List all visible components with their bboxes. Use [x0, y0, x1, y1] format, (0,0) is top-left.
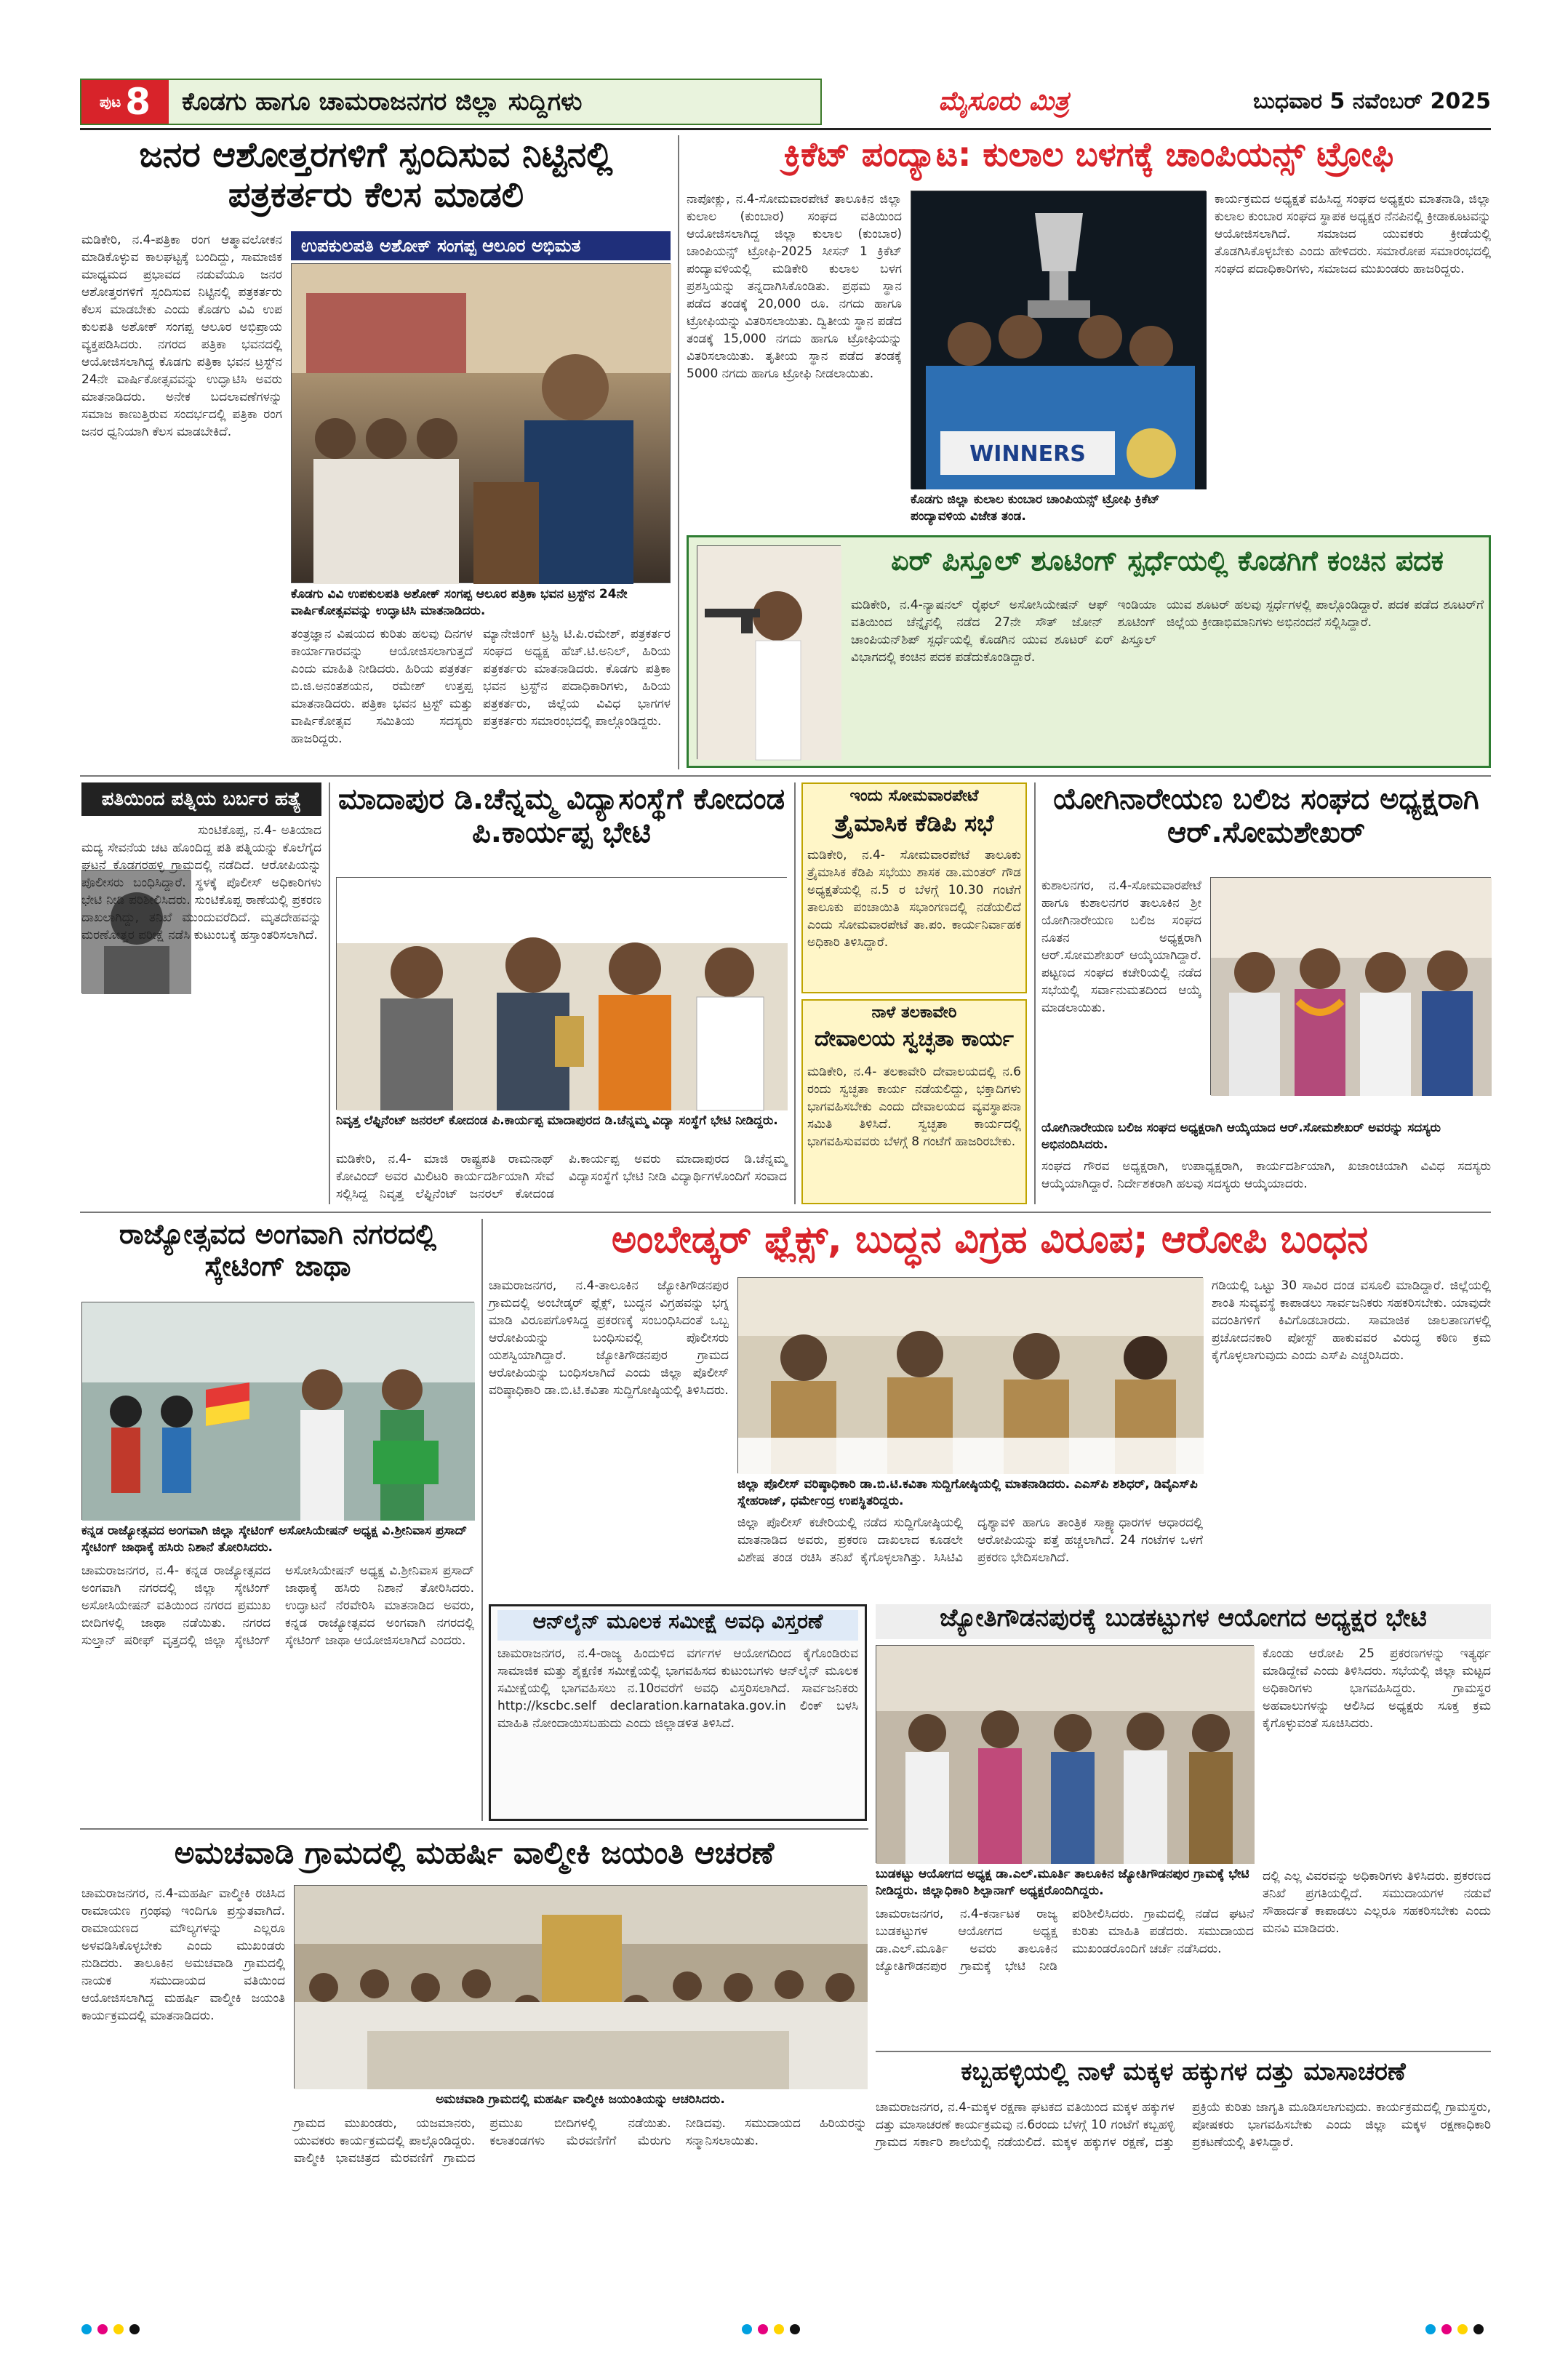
- pistol-headline: ಏರ್ ಪಿಸ್ತೂಲ್ ಶೂಟಿಂಗ್ ಸ್ಪರ್ಧೆಯಲ್ಲಿ ಕೊಡಗಿಗೆ ಕಂಚಿನ ಪದಕ: [891, 545, 1444, 577]
- cricket-headline: ಕ್ರಿಕೆಟ್ ಪಂದ್ಯಾಟ: ಕುಲಾಲ ಬಳಗಕ್ಕೆ ಚಾಂಪಿಯನ್ಸ್ ಟ್ರೋಫಿ: [783, 135, 1394, 174]
- jyothi-headline: ಜ್ಯೋತಿಗೌಡನಪುರಕ್ಕೆ ಬುಡಕಟ್ಟುಗಳ ಆಯೋಗದ ಅಧ್ಯಕ್ಷರ ಭೇಟಿ: [876, 1604, 1491, 1639]
- pistol-photo: [697, 545, 841, 759]
- print-dot: [1457, 2324, 1468, 2334]
- header-rule: [80, 128, 1491, 130]
- yogi-body-col2: ಸಂಘದ ಗೌರವ ಅಧ್ಯಕ್ಷರಾಗಿ, ಉಪಾಧ್ಯಕ್ಷರಾಗಿ, ಕಾರ್ಯದರ್ಶಿಯಾಗಿ, ಖಜಾಂಚಿಯಾಗಿ ವಿವಿಧ ಸದಸ್ಯರು ಆಯ್ಕೆಯಾಗಿದ್ದಾರೆ. ನಿರ್ದೇಶಕರಾಗಿ ಹಲವು ಸದಸ್ಯರು ಆಯ್ಕೆಯಾದರು.: [1041, 1159, 1491, 1191]
- print-marks-center: [742, 2324, 800, 2334]
- journalists-body-col2: ತಂತ್ರಜ್ಞಾನ ವಿಷಯದ ಕುರಿತು ಹಲವು ದಿನಗಳ ಕಾರ್ಯಾಗಾರವನ್ನು ಆಯೋಜಿಸಲಾಗುತ್ತದೆ ಎಂದು ಮಾಹಿತಿ ನೀಡಿದರು. ಹಿರಿಯ ಪತ್ರಕರ್ತ ಬಿ.ಜಿ.ಅನಂತಶಯನ, ರಮೇಶ್ ಉತ್ತಪ್ಪ ಮಾತನಾಡಿದರು. ಪತ್ರಿಕಾ ಭವನ ಟ್ರಸ್ಟ್ ಮತ್ತು ವಾರ್ಷಿಕೋತ್ಸವ ಸಮಿತಿಯ ಸದಸ್ಯರು ಹಾಜರಿದ್ದರು.: [291, 627, 473, 746]
- skating-photo-art: [82, 1302, 475, 1521]
- ambedkar-caption: ಜಿಲ್ಲಾ ಪೊಲೀಸ್ ವರಿಷ್ಠಾಧಿಕಾರಿ ಡಾ.ಬಿ.ಟಿ.ಕವಿತಾ ಸುದ್ದಿಗೋಷ್ಠಿಯಲ್ಲಿ ಮಾತನಾಡಿದರು. ಎಎಸ್‌ಪಿ ಶಶಿಧರ್, ಡಿವೈಎಸ್‌ಪಿ ಸ್ನೇಹರಾಜ್, ಧರ್ಮೇಂದ್ರ ಉಪಸ್ಥಿತರಿದ್ದರು.: [737, 1477, 1198, 1508]
- print-dot: [113, 2324, 124, 2334]
- jyothi-body-col3: ದಲ್ಲಿ ಎಲ್ಲ ವಿವರವನ್ನು ಅಧಿಕಾರಿಗಳು ತಿಳಿಸಿದರು. ಪ್ರಕರಣದ ತನಿಖೆ ಪ್ರಗತಿಯಲ್ಲಿದೆ. ಸಮುದಾಯಗಳ ನಡುವೆ ಸೌಹಾರ್ದತೆ ಕಾಪಾಡಲು ಎಲ್ಲರೂ ಸಹಕರಿಸಬೇಕು ಎಂದು ಮನವಿ ಮಾಡಿದರು.: [1263, 1869, 1491, 1936]
- jyothi-caption: ಬುಡಕಟ್ಟು ಆಯೋಗದ ಅಧ್ಯಕ್ಷ ಡಾ.ಎಲ್.ಮೂರ್ತಿ ತಾಲೂಕಿನ ಜ್ಯೋತಿಗೌಡನಪುರ ಗ್ರಾಮಕ್ಕೆ ಭೇಟಿ ನೀಡಿದ್ದರು. ಜಿಲ್ಲಾಧಿಕಾರಿ ಶಿಲ್ಪಾನಾಗ್ ಅಧ್ಯಕ್ಷರೊಂದಿಗಿದ್ದರು.: [876, 1867, 1249, 1898]
- kdp-kicker: ಇಂದು ಸೋಮವಾರಪೇಟೆ: [849, 787, 979, 805]
- column-divider: [678, 135, 679, 769]
- print-dot: [790, 2324, 800, 2334]
- issue-date: ಬುಧವಾರ 5 ನವೆಂಬರ್ 2025: [1253, 89, 1491, 114]
- journalists-tag: ಉಪಕುಲಪತಿ ಅಶೋಕ್ ಸಂಗಪ್ಪ ಆಲೂರ ಅಭಿಮತ: [291, 231, 671, 260]
- print-dot: [1473, 2324, 1484, 2334]
- school-caption: ನಿವೃತ್ತ ಲೆಫ್ಟಿನೆಂಟ್ ಜನರಲ್ ಕೋದಂಡ ಪಿ.ಕಾರ್ಯಪ್ಪ ಮಾದಾಪುರದ ಡಿ.ಚೆನ್ನಮ್ಮ ವಿದ್ಯಾ ಸಂಸ್ಥೆಗೆ ಭೇಟಿ ನೀಡಿದ್ದರು.: [336, 1113, 778, 1128]
- journalists-body-col1: ಮಡಿಕೇರಿ, ನ.4-ಪತ್ರಿಕಾ ರಂಗ ಆತ್ಮಾವಲೋಕನ ಮಾಡಿಕೊಳ್ಳುವ ಕಾಲಘಟ್ಟಕ್ಕೆ ಬಂದಿದ್ದು, ಸಾಮಾಜಿಕ ಮಾಧ್ಯಮದ ಪ್ರಭಾವದ ನಡುವೆಯೂ ಜನರ ಆಶೋತ್ತರಗಳಿಗೆ ಸ್ಪಂದಿಸುವ ನಿಟ್ಟಿನಲ್ಲಿ ಪತ್ರಕರ್ತರು ಕೆಲಸ ಮಾಡಬೇಕು ಎಂದು ಕೊಡಗು ವಿವಿ ಉಪ ಕುಲಪತಿ ಅಶೋಕ್ ಸಂಗಪ್ಪ ಆಲೂರ ಅಭಿಪ್ರಾಯ ವ್ಯಕ್ತಪಡಿಸಿದರು. ನಗರದ ಪತ್ರಿಕಾ ಭವನದಲ್ಲಿ ಆಯೋಜಿಸಲಾಗಿದ್ದ ಕೊಡಗು ಪತ್ರಿಕಾ ಭವನ ಟ್ರಸ್ಟ್‌ನ 24ನೇ ವಾರ್ಷಿಕೋತ್ಸವವನ್ನು ಉದ್ಘಾಟಿಸಿ ಅವರು ಮಾತನಾಡಿದರು. ಅನೇಕ ಬದಲಾವಣೆಗಳನ್ನು ಸಮಾಜ ಕಾಣುತ್ತಿರುವ ಸಂದರ್ಭದಲ್ಲಿ ಪತ್ರಿಕಾ ರಂಗ ಜನರ ಧ್ವನಿಯಾಗಿ ಕೆಲಸ ಮಾಡಬೇಕಿದೆ.: [81, 233, 282, 439]
- pistol-body-col2: ಯುವ ಶೂಟರ್ ಹಲವು ಸ್ಪರ್ಧೆಗಳಲ್ಲಿ ಪಾಲ್ಗೊಂಡಿದ್ದಾರೆ. ಪದಕ ಪಡೆದ ಶೂಟರ್‌ಗೆ ಜಿಲ್ಲೆಯ ಕ್ರೀಡಾಭಿಮಾನಿಗಳು ಅಭಿನಂದನೆ ಸಲ್ಲಿಸಿದ್ದಾರೆ.: [1167, 598, 1484, 630]
- row-divider: [80, 1212, 1491, 1213]
- jyothi-photo-art: [876, 1646, 1255, 1864]
- yogi-photo: [1210, 877, 1491, 1095]
- ambedkar-photo: [737, 1277, 1203, 1473]
- valmiki-headline: ಅಮಚವಾಡಿ ಗ್ರಾಮದಲ್ಲಿ ಮಹರ್ಷಿ ವಾಲ್ಮೀಕಿ ಜಯಂತಿ ಆಚರಣೆ: [174, 1835, 775, 1870]
- skating-body: ಚಾಮರಾಜನಗರ, ನ.4- ಕನ್ನಡ ರಾಜ್ಯೋತ್ಸವದ ಅಂಗವಾಗಿ ನಗರದಲ್ಲಿ ಜಿಲ್ಲಾ ಸ್ಕೇಟಿಂಗ್ ಅಸೋಸಿಯೇಷನ್ ವತಿಯಿಂದ ನಗರದ ಪ್ರಮುಖ ಬೀದಿಗಳಲ್ಲಿ ಜಾಥಾ ನಡೆಯಿತು. ನಗರದ ಸುಲ್ತಾನ್ ಷರೀಫ್ ವೃತ್ತದಲ್ಲಿ ಜಿಲ್ಲಾ ಸ್ಕೇಟಿಂಗ್ ಅಸೋಸಿಯೇಷನ್ ಅಧ್ಯಕ್ಷ ವಿ.ಶ್ರೀನಿವಾಸ ಪ್ರಸಾದ್ ಜಾಥಾಕ್ಕೆ ಹಸಿರು ನಿಶಾನೆ ತೋರಿಸಿದರು. ಉದ್ಘಾಟನೆ ನೆರವೇರಿಸಿ ಮಾತನಾಡಿದ ಅವರು, ಕನ್ನಡ ರಾಜ್ಯೋತ್ಸವದ ಅಂಗವಾಗಿ ನಗರದಲ್ಲಿ ಸ್ಕೇಟಿಂಗ್ ಜಾಥಾ ಆಯೋಜಿಸಲಾಗಿದೆ ಎಂದರು.: [81, 1564, 474, 1648]
- page-word: ಪುಟ: [99, 93, 121, 111]
- talakaveri-headline: ದೇವಾಲಯ ಸ್ವಚ್ಛತಾ ಕಾರ್ಯ: [815, 1026, 1014, 1052]
- row-divider: [876, 2051, 1491, 2052]
- column-divider: [481, 1219, 483, 1821]
- school-body: ಮಡಿಕೇರಿ, ನ.4- ಮಾಜಿ ರಾಷ್ಟ್ರಪತಿ ರಾಮನಾಥ್ ಕೋವಿಂದ್ ಅವರ ಮಿಲಿಟರಿ ಕಾರ್ಯದರ್ಶಿಯಾಗಿ ಸೇವೆ ಸಲ್ಲಿಸಿದ್ದ ನಿವೃತ್ತ ಲೆಫ್ಟಿನೆಂಟ್ ಜನರಲ್ ಕೋದಂಡ ಪಿ.ಕಾರ್ಯಪ್ಪ ಅವರು ಮಾದಾಪುರದ ಡಿ.ಚೆನ್ನಮ್ಮ ವಿದ್ಯಾಸಂಸ್ಥೆಗೆ ಭೇಟಿ ನೀಡಿ ವಿದ್ಯಾರ್ಥಿಗಳೊಂದಿಗೆ ಸಂವಾದ: [336, 1152, 787, 1201]
- yogi-caption: ಯೋಗಿನಾರೇಯಣ ಬಲಿಜ ಸಂಘದ ಅಧ್ಯಕ್ಷರಾಗಿ ಆಯ್ಕೆಯಾದ ಆರ್.ಸೋಮಶೇಖರ್ ಅವರನ್ನು ಸದಸ್ಯರು ಅಭಿನಂದಿಸಿದರು.: [1041, 1121, 1441, 1152]
- row-divider: [80, 1828, 868, 1830]
- pistol-body-col1: ಮಡಿಕೇರಿ, ನ.4-ನ್ಯಾಷನಲ್ ರೈಫಲ್ ಅಸೋಸಿಯೇಷನ್ ಆಫ್ ಇಂಡಿಯಾ ವತಿಯಿಂದ ಚೆನ್ನೈನಲ್ಲಿ ನಡೆದ 27ನೇ ಸೌತ್ ಜೋನ್ ಶೂಟಿಂಗ್ ಚಾಂಪಿಯನ್‌ಶಿಪ್ ಸ್ಪರ್ಧೆಯಲ್ಲಿ ಕೊಡಗಿನ ಯುವ ಶೂಟರ್ ಏರ್ ಪಿಸ್ತೂಲ್ ವಿಭಾಗದಲ್ಲಿ ಕಂಚಿನ ಪದಕ ಪಡೆದುಕೊಂಡಿದ್ದಾರೆ.: [851, 598, 1156, 665]
- cricket-body-col2: ಕಾರ್ಯಕ್ರಮದ ಅಧ್ಯಕ್ಷತೆ ವಹಿಸಿದ್ದ ಸಂಘದ ಅಧ್ಯಕ್ಷರು ಮಾತನಾಡಿ, ಜಿಲ್ಲಾ ಕುಲಾಲ ಕುಂಬಾರ ಸಂಘದ ಸ್ಥಾಪಕ ಅಧ್ಯಕ್ಷರ ನೆನಪಿನಲ್ಲಿ ಕ್ರೀಡಾಕೂಟವನ್ನು ಆಯೋಜಿಸಲಾಗಿದೆ. ಸಮಾಜದ ಯುವಕರು ಕ್ರೀಡೆಯಲ್ಲಿ ತೊಡಗಿಸಿಕೊಳ್ಳಬೇಕು ಎಂದು ಹೇಳಿದರು. ಸಮಾರೋಪ ಸಮಾರಂಭದಲ್ಲಿ ಸಂಘದ ಪದಾಧಿಕಾರಿಗಳು, ಸಮಾಜದ ಮುಖಂಡರು ಹಾಜರಿದ್ದರು.: [1215, 192, 1491, 276]
- cricket-caption: ಕೊಡಗು ಜಿಲ್ಲಾ ಕುಲಾಲ ಕುಂಬಾರ ಚಾಂಪಿಯನ್ಸ್ ಟ್ರೋಫಿ ಕ್ರಿಕೆಟ್ ಪಂದ್ಯಾವಳಿಯ ವಿಜೇತ ತಂಡ.: [911, 492, 1160, 524]
- row-divider: [80, 775, 1491, 777]
- ambedkar-body-col1: ಚಾಮರಾಜನಗರ, ನ.4-ತಾಲೂಕಿನ ಜ್ಯೋತಿಗೌಡನಪುರ ಗ್ರಾಮದಲ್ಲಿ ಅಂಬೇಡ್ಕರ್ ಫ್ಲೆಕ್ಸ್, ಬುದ್ಧನ ವಿಗ್ರಹವನ್ನು ಭಗ್ನ ಮಾಡಿ ವಿರೂಪಗೊಳಿಸಿದ್ದ ಪ್ರಕರಣಕ್ಕೆ ಸಂಬಂಧಿಸಿದಂತೆ ಒಬ್ಬ ಆರೋಪಿಯನ್ನು ಬಂಧಿಸುವಲ್ಲಿ ಪೊಲೀಸರು ಯಶಸ್ವಿಯಾಗಿದ್ದಾರೆ. ಜ್ಯೋತಿಗೌಡನಪುರ ಗ್ರಾಮದ ಆರೋಪಿಯನ್ನು ಬಂಧಿಸಲಾಗಿದೆ ಎಂದು ಜಿಲ್ಲಾ ಪೊಲೀಸ್ ವರಿಷ್ಠಾಧಿಕಾರಿ ಡಾ.ಬಿ.ಟಿ.ಕವಿತಾ ಸುದ್ದಿಗೋಷ್ಠಿಯಲ್ಲಿ ತಿಳಿಸಿದರು.: [489, 1278, 729, 1398]
- barbara-title: ಪತಿಯಿಂದ ಪತ್ನಿಯ ಬರ್ಬರ ಹತ್ಯೆ: [81, 782, 321, 816]
- print-dot: [774, 2324, 784, 2334]
- pistol-photo-art: [697, 546, 841, 760]
- yogi-photo-art: [1211, 878, 1492, 1096]
- talakaveri-kicker: ನಾಳೆ ತಲಕಾವೇರಿ: [871, 1004, 957, 1022]
- column-divider: [329, 782, 330, 1204]
- ambedkar-body-col3: ಗಡಿಯಲ್ಲಿ ಒಟ್ಟು 30 ಸಾವಿರ ದಂಡ ವಸೂಲಿ ಮಾಡಿದ್ದಾರೆ. ಜಿಲ್ಲೆಯಲ್ಲಿ ಶಾಂತಿ ಸುವ್ಯವಸ್ಥೆ ಕಾಪಾಡಲು ಸಾರ್ವಜನಿಕರು ಸಹಕರಿಸಬೇಕು. ಯಾವುದೇ ವದಂತಿಗಳಿಗೆ ಕಿವಿಗೊಡಬಾರದು. ಸಾಮಾಜಿಕ ಜಾಲತಾಣಗಳಲ್ಲಿ ಪ್ರಚೋದನಕಾರಿ ಪೋಸ್ಟ್ ಹಾಕುವವರ ವಿರುದ್ಧ ಕಠಿಣ ಕ್ರಮ ಕೈಗೊಳ್ಳಲಾಗುವುದು ಎಂದು ಎಸ್‌ಪಿ ಎಚ್ಚರಿಸಿದರು.: [1212, 1278, 1491, 1363]
- ambedkar-photo-art: [738, 1278, 1204, 1474]
- skating-photo: [81, 1302, 474, 1520]
- school-photo: [336, 877, 787, 1110]
- print-dot: [1425, 2324, 1436, 2334]
- children-body: ಚಾಮರಾಜನಗರ, ನ.4-ಮಕ್ಕಳ ರಕ್ಷಣಾ ಘಟಕದ ವತಿಯಿಂದ ಮಕ್ಕಳ ಹಕ್ಕುಗಳ ದತ್ತು ಮಾಸಾಚರಣೆ ಕಾರ್ಯಕ್ರಮವು ನ.6ರಂದು ಬೆಳಗ್ಗೆ 10 ಗಂಟೆಗೆ ಕಬ್ಬಹಳ್ಳಿ ಗ್ರಾಮದ ಸರ್ಕಾರಿ ಶಾಲೆಯಲ್ಲಿ ನಡೆಯಲಿದೆ. ಮಕ್ಕಳ ಹಕ್ಕುಗಳ ರಕ್ಷಣೆ, ದತ್ತು ಪ್ರಕ್ರಿಯೆ ಕುರಿತು ಜಾಗೃತಿ ಮೂಡಿಸಲಾಗುವುದು. ಕಾರ್ಯಕ್ರಮದಲ್ಲಿ ಗ್ರಾಮಸ್ಥರು, ಪೋಷಕರು ಭಾಗವಹಿಸಬೇಕು ಎಂದು ಜಿಲ್ಲಾ ಮಕ್ಕಳ ರಕ್ಷಣಾಧಿಕಾರಿ ಪ್ರಕಟಣೆಯಲ್ಲಿ ತಿಳಿಸಿದ್ದಾರೆ.: [876, 2100, 1491, 2150]
- print-marks-left: [81, 2324, 140, 2334]
- online-headline: ಆನ್‌ಲೈನ್ ಮೂಲಕ ಸಮೀಕ್ಷೆ ಅವಧಿ ವಿಸ್ತರಣೆ: [497, 1610, 858, 1641]
- jyothi-body-col2: ಚಾಮರಾಜನಗರ, ನ.4-ಕರ್ನಾಟಕ ರಾಜ್ಯ ಬುಡಕಟ್ಟುಗಳ ಆಯೋಗದ ಅಧ್ಯಕ್ಷ ಡಾ.ಎಲ್.ಮೂರ್ತಿ ಅವರು ತಾಲೂಕಿನ ಜ್ಯೋತಿಗೌಡನಪುರ ಗ್ರಾಮಕ್ಕೆ ಭೇಟಿ ನೀಡಿ ಪರಿಶೀಲಿಸಿದರು. ಗ್ರಾಮದಲ್ಲಿ ನಡೆದ ಘಟನೆ ಕುರಿತು ಮಾಹಿತಿ ಪಡೆದರು. ಸಮುದಾಯದ ಮುಖಂಡರೊಂದಿಗೆ ಚರ್ಚೆ ನಡೆಸಿದರು.: [876, 1907, 1254, 1974]
- masthead: ಮೈಸೂರು ಮಿತ್ರ: [938, 87, 1069, 116]
- talakaveri-body: ಮಡಿಕೇರಿ, ನ.4- ತಲಕಾವೇರಿ ದೇವಾಲಯದಲ್ಲಿ ನ.6 ರಂದು ಸ್ವಚ್ಛತಾ ಕಾರ್ಯ ನಡೆಯಲಿದ್ದು, ಭಕ್ತಾದಿಗಳು ಭಾಗವಹಿಸಬೇಕು ಎಂದು ದೇವಾಲಯದ ವ್ಯವಸ್ಥಾಪನಾ ಸಮಿತಿ ತಿಳಿಸಿದೆ. ಸ್ವಚ್ಛತಾ ಕಾರ್ಯದಲ್ಲಿ ಭಾಗವಹಿಸುವವರು ಬೆಳಗ್ಗೆ 8 ಗಂಟೆಗೆ ಹಾಜರಿರಬೇಕು.: [807, 1065, 1021, 1149]
- school-headline: ಮಾದಾಪುರ ಡಿ.ಚೆನ್ನಮ್ಮ ವಿದ್ಯಾಸಂಸ್ಥೆಗೆ ಕೋದಂಡ ಪಿ.ಕಾರ್ಯಪ್ಪ ಭೇಟಿ: [337, 782, 785, 849]
- valmiki-body-col1: ಚಾಮರಾಜನಗರ, ನ.4-ಮಹರ್ಷಿ ವಾಲ್ಮೀಕಿ ರಚಿಸಿದ ರಾಮಾಯಣ ಗ್ರಂಥವು ಇಂದಿಗೂ ಪ್ರಸ್ತುತವಾಗಿದೆ. ರಾಮಾಯಣದ ಮೌಲ್ಯಗಳನ್ನು ಎಲ್ಲರೂ ಅಳವಡಿಸಿಕೊಳ್ಳಬೇಕು ಎಂದು ಮುಖಂಡರು ನುಡಿದರು. ತಾಲೂಕಿನ ಅಮಚವಾಡಿ ಗ್ರಾಮದಲ್ಲಿ ನಾಯಕ ಸಮುದಾಯದ ವತಿಯಿಂದ ಆಯೋಜಿಸಲಾಗಿದ್ದ ಮಹರ್ಷಿ ವಾಲ್ಮೀಕಿ ಜಯಂತಿ ಕಾರ್ಯಕ್ರಮದಲ್ಲಿ ಮಾತನಾಡಿದರು.: [81, 1886, 285, 2023]
- valmiki-body-col2: ಗ್ರಾಮದ ಮುಖಂಡರು, ಯಜಮಾನರು, ಯುವಕರು ಕಾರ್ಯಕ್ರಮದಲ್ಲಿ ಪಾಲ್ಗೊಂಡಿದ್ದರು. ವಾಲ್ಮೀಕಿ ಭಾವಚಿತ್ರದ ಮೆರವಣಿಗೆ ಗ್ರಾಮದ ಪ್ರಮುಖ ಬೀದಿಗಳಲ್ಲಿ ನಡೆಯಿತು. ಕಲಾತಂಡಗಳು ಮೆರವಣಿಗೆಗೆ ಮೆರುಗು ನೀಡಿದವು. ಸಮುದಾಯದ ಹಿರಿಯರನ್ನು ಸನ್ಮಾನಿಸಲಾಯಿತು.: [294, 2116, 867, 2166]
- section-title: ಕೊಡಗು ಹಾಗೂ ಚಾಮರಾಜನಗರ ಜಿಲ್ಲಾ ಸುದ್ದಿಗಳು: [182, 87, 583, 116]
- skating-headline: ರಾಜ್ಯೋತ್ಸವದ ಅಂಗವಾಗಿ ನಗರದಲ್ಲಿ ಸ್ಕೇಟಿಂಗ್ ಜಾಥಾ: [119, 1218, 437, 1282]
- print-dot: [1441, 2324, 1452, 2334]
- print-dot: [97, 2324, 108, 2334]
- print-marks-right: [1425, 2324, 1484, 2334]
- school-photo-art: [337, 878, 788, 1110]
- print-dot: [758, 2324, 768, 2334]
- cricket-photo: [911, 191, 1206, 489]
- barbara-body: ಸುಂಟಿಕೊಪ್ಪ, ನ.4- ಅತಿಯಾದ ಮದ್ಯ ಸೇವನೆಯ ಚಟ ಹೊಂದಿದ್ದ ಪತಿ ಪತ್ನಿಯನ್ನು ಕೊಲೆಗೈದ ಘಟನೆ ಕೊಡಗರಹಳ್ಳಿ ಗ್ರಾಮದಲ್ಲಿ ನಡೆದಿದೆ. ಆರೋಪಿಯನ್ನು ಪೊಲೀಸರು ಬಂಧಿಸಿದ್ದಾರೆ. ಸ್ಥಳಕ್ಕೆ ಪೊಲೀಸ್ ಅಧಿಕಾರಿಗಳು ಭೇಟಿ ನೀಡಿ ಪರಿಶೀಲಿಸಿದರು. ಸುಂಟಿಕೊಪ್ಪ ಠಾಣೆಯಲ್ಲಿ ಪ್ರಕರಣ ದಾಖಲಾಗಿದ್ದು, ತನಿಖೆ ಮುಂದುವರೆದಿದೆ. ಮೃತದೇಹವನ್ನು ಮರಣೋತ್ತರ ಪರೀಕ್ಷೆ ನಡೆಸಿ ಕುಟುಂಬಕ್ಕೆ ಹಸ್ತಾಂತರಿಸಲಾಗಿದೆ.: [81, 823, 321, 942]
- valmiki-photo: [294, 1885, 867, 2089]
- kdp-body: ಮಡಿಕೇರಿ, ನ.4- ಸೋಮವಾರಪೇಟೆ ತಾಲೂಕು ತ್ರೈಮಾಸಿಕ ಕೆಡಿಪಿ ಸಭೆಯು ಶಾಸಕ ಡಾ.ಮಂತರ್ ಗೌಡ ಅಧ್ಯಕ್ಷತೆಯಲ್ಲಿ ನ.5 ರ ಬೆಳಗ್ಗೆ 10.30 ಗಂಟೆಗೆ ತಾಲೂಕು ಪಂಚಾಯಿತಿ ಸಭಾಂಗಣದಲ್ಲಿ ನಡೆಯಲಿದೆ ಎಂದು ಸೋಮವಾರಪೇಟೆ ತಾ.ಪಂ. ಕಾರ್ಯನಿರ್ವಾಹಕ ಅಧಿಕಾರಿ ತಿಳಿಸಿದ್ದಾರೆ.: [807, 848, 1021, 950]
- journalists-photo-art: [292, 264, 671, 584]
- print-dot: [742, 2324, 752, 2334]
- journalists-headline: ಜನರ ಆಶೋತ್ತರಗಳಿಗೆ ಸ್ಪಂದಿಸುವ ನಿಟ್ಟಿನಲ್ಲಿ ಪತ್ರಕರ್ತರು ಕೆಲಸ ಮಾಡಲಿ: [139, 135, 613, 216]
- journalists-body-col3: ಮ್ಯಾನೇಜಿಂಗ್ ಟ್ರಸ್ಟಿ ಟಿ.ಪಿ.ರಮೇಶ್, ಪತ್ರಕರ್ತರ ಸಂಘದ ಅಧ್ಯಕ್ಷ ಹೆಚ್.ಟಿ.ಅನಿಲ್, ಹಿರಿಯ ಪತ್ರಕರ್ತರು ಮಾತನಾಡಿದರು. ಕೊಡಗು ಪತ್ರಿಕಾ ಭವನ ಟ್ರಸ್ಟ್‌ನ ಪದಾಧಿಕಾರಿಗಳು, ಹಿರಿಯ ಪತ್ರಕರ್ತರು, ಜಿಲ್ಲೆಯ ವಿವಿಧ ಭಾಗಗಳ ಪತ್ರಕರ್ತರು ಸಮಾರಂಭದಲ್ಲಿ ಪಾಲ್ಗೊಂಡಿದ್ದರು.: [483, 627, 671, 729]
- jyothi-photo: [876, 1645, 1254, 1863]
- kdp-headline: ತ್ರೈಮಾಸಿಕ ಕೆಡಿಪಿ ಸಭೆ: [834, 809, 994, 837]
- cricket-banner-text: WINNERS: [969, 441, 1086, 467]
- journalists-photo: [291, 263, 671, 583]
- cricket-body-col1: ನಾಪೋಕ್ಲು, ನ.4-ಸೋಮವಾರಪೇಟೆ ತಾಲೂಕಿನ ಜಿಲ್ಲಾ ಕುಲಾಲ (ಕುಂಬಾರ) ಸಂಘದ ವತಿಯಿಂದ ಆಯೋಜಿಸಲಾಗಿದ್ದ ಜಿಲ್ಲಾ ಕುಲಾಲ (ಕುಂಬಾರ) ಚಾಂಪಿಯನ್ಸ್ ಟ್ರೋಫಿ-2025 ಸೀಸನ್ 1 ಕ್ರಿಕೆಟ್ ಪಂದ್ಯಾವಳಿಯಲ್ಲಿ ಮಡಿಕೇರಿ ಕುಲಾಲ ಬಳಗ ಪ್ರಶಸ್ತಿಯನ್ನು ತನ್ನದಾಗಿಸಿಕೊಂಡಿತು. ಪ್ರಥಮ ಸ್ಥಾನ ಪಡೆದ ತಂಡಕ್ಕೆ 20,000 ರೂ. ನಗದು ಹಾಗೂ ಟ್ರೋಫಿಯನ್ನು ವಿತರಿಸಲಾಯಿತು. ದ್ವಿತೀಯ ಸ್ಥಾನ ಪಡೆದ ತಂಡಕ್ಕೆ 15,000 ನಗದು ಹಾಗೂ ಟ್ರೋಫಿಯನ್ನು ವಿತರಿಸಲಾಯಿತು. ತೃತೀಯ ಸ್ಥಾನ ಪಡೆದ ತಂಡಕ್ಕೆ 5000 ನಗದು ಹಾಗೂ ಟ್ರೋಫಿ ನೀಡಲಾಯಿತು.: [687, 192, 902, 381]
- jyothi-body-col1: ಕೊಂಡು ಆರೋಪಿ 25 ಪ್ರಕರಣಗಳನ್ನು ಇತ್ಯರ್ಥ ಮಾಡಿದ್ದೇವೆ ಎಂದು ತಿಳಿಸಿದರು. ಸಭೆಯಲ್ಲಿ ಜಿಲ್ಲಾ ಮಟ್ಟದ ಅಧಿಕಾರಿಗಳು ಭಾಗವಹಿಸಿದ್ದರು. ಗ್ರಾಮಸ್ಥರ ಅಹವಾಲುಗಳನ್ನು ಆಲಿಸಿದ ಅಧ್ಯಕ್ಷರು ಸೂಕ್ತ ಕ್ರಮ ಕೈಗೊಳ್ಳುವಂತೆ ಸೂಚಿಸಿದರು.: [1263, 1646, 1491, 1731]
- journalists-caption: ಕೊಡಗು ವಿವಿ ಉಪಕುಲಪತಿ ಅಶೋಕ್ ಸಂಗಪ್ಪ ಆಲೂರ ಪತ್ರಿಕಾ ಭವನ ಟ್ರಸ್ಟ್‌ನ 24ನೇ ವಾರ್ಷಿಕೋತ್ಸವವನ್ನು ಉದ್ಘಾಟಿಸಿ ಮಾತನಾಡಿದರು.: [291, 587, 628, 618]
- children-headline: ಕಬ್ಬಹಳ್ಳಿಯಲ್ಲಿ ನಾಳೆ ಮಕ್ಕಳ ಹಕ್ಕುಗಳ ದತ್ತು ಮಾಸಾಚರಣೆ: [961, 2057, 1406, 2086]
- online-body: ಚಾಮರಾಜನಗರ, ನ.4-ರಾಜ್ಯ ಹಿಂದುಳಿದ ವರ್ಗಗಳ ಆಯೋಗದಿಂದ ಕೈಗೊಂಡಿರುವ ಸಾಮಾಜಿಕ ಮತ್ತು ಶೈಕ್ಷಣಿಕ ಸಮೀಕ್ಷೆಯಲ್ಲಿ ಭಾಗವಹಿಸದ ಕುಟುಂಬಗಳು ಆನ್‌ಲೈನ್ ಮೂಲಕ ಸಮೀಕ್ಷೆಯಲ್ಲಿ ಭಾಗವಹಿಸಲು ನ.10ರವರೆಗೆ ಅವಧಿ ವಿಸ್ತರಿಸಲಾಗಿದೆ. ಸಾರ್ವಜನಿಕರು http://kscbc.self declaration.karnataka.gov.in ಲಿಂಕ್ ಬಳಸಿ ಮಾಹಿತಿ ನೋಂದಾಯಿಸಬಹುದು ಎಂದು ಜಿಲ್ಲಾಡಳಿತ ತಿಳಿಸಿದೆ.: [497, 1646, 858, 1731]
- print-dot: [129, 2324, 140, 2334]
- page-number-box: [81, 80, 169, 124]
- valmiki-caption: ಅಮಚವಾಡಿ ಗ್ರಾಮದಲ್ಲಿ ಮಹರ್ಷಿ ವಾಲ್ಮೀಕಿ ಜಯಂತಿಯನ್ನು ಆಚರಿಸಿದರು.: [436, 2092, 725, 2107]
- page-number: 8: [125, 81, 151, 123]
- skating-caption: ಕನ್ನಡ ರಾಜ್ಯೋತ್ಸವದ ಅಂಗವಾಗಿ ಜಿಲ್ಲಾ ಸ್ಕೇಟಿಂಗ್ ಅಸೋಸಿಯೇಷನ್ ಅಧ್ಯಕ್ಷ ವಿ.ಶ್ರೀನಿವಾಸ ಪ್ರಸಾದ್ ಸ್ಕೇಟಿಂಗ್ ಜಾಥಾಕ್ಕೆ ಹಸಿರು ನಿಶಾನೆ ತೋರಿಸಿದರು.: [81, 1524, 468, 1555]
- column-divider: [1034, 782, 1036, 1204]
- yogi-body-col1: ಕುಶಾಲನಗರ, ನ.4-ಸೋಮವಾರಪೇಟೆ ಹಾಗೂ ಕುಶಾಲನಗರ ತಾಲೂಕಿನ ಶ್ರೀ ಯೋಗಿನಾರೇಯಣ ಬಲಿಜ ಸಂಘದ ನೂತನ ಅಧ್ಯಕ್ಷರಾಗಿ ಆರ್.ಸೋಮಶೇಖರ್ ಆಯ್ಕೆಯಾಗಿದ್ದಾರೆ. ಪಟ್ಟಣದ ಸಂಘದ ಕಚೇರಿಯಲ್ಲಿ ನಡೆದ ಸಭೆಯಲ್ಲಿ ಸರ್ವಾನುಮತದಿಂದ ಆಯ್ಕೆ ಮಾಡಲಾಯಿತು.: [1041, 878, 1201, 1015]
- print-dot: [81, 2324, 92, 2334]
- valmiki-photo-art: [295, 1886, 868, 2089]
- column-divider: [794, 782, 796, 1204]
- ambedkar-body-col2: ಜಿಲ್ಲಾ ಪೊಲೀಸ್ ಕಚೇರಿಯಲ್ಲಿ ನಡೆದ ಸುದ್ದಿಗೋಷ್ಠಿಯಲ್ಲಿ ಮಾತನಾಡಿದ ಅವರು, ಪ್ರಕರಣ ದಾಖಲಾದ ಕೂಡಲೇ ವಿಶೇಷ ತಂಡ ರಚಿಸಿ ತನಿಖೆ ಕೈಗೊಳ್ಳಲಾಗಿತ್ತು. ಸಿಸಿಟಿವಿ ದೃಶ್ಯಾವಳಿ ಹಾಗೂ ತಾಂತ್ರಿಕ ಸಾಕ್ಷ್ಯಾಧಾರಗಳ ಆಧಾರದಲ್ಲಿ ಆರೋಪಿಯನ್ನು ಪತ್ತೆ ಹಚ್ಚಲಾಗಿದೆ. 24 ಗಂಟೆಗಳ ಒಳಗೆ ಪ್ರಕರಣ ಭೇದಿಸಲಾಗಿದೆ.: [737, 1516, 1203, 1565]
- yogi-headline: ಯೋಗಿನಾರೇಯಣ ಬಲಿಜ ಸಂಘದ ಅಧ್ಯಕ್ಷರಾಗಿ ಆರ್.ಸೋಮಶೇಖರ್: [1053, 782, 1479, 849]
- ambedkar-headline: ಅಂಬೇಡ್ಕರ್ ಫ್ಲೆಕ್ಸ್, ಬುದ್ಧನ ವಿಗ್ರಹ ವಿರೂಪ; ಆರೋಪಿ ಬಂಧನ: [611, 1218, 1369, 1262]
